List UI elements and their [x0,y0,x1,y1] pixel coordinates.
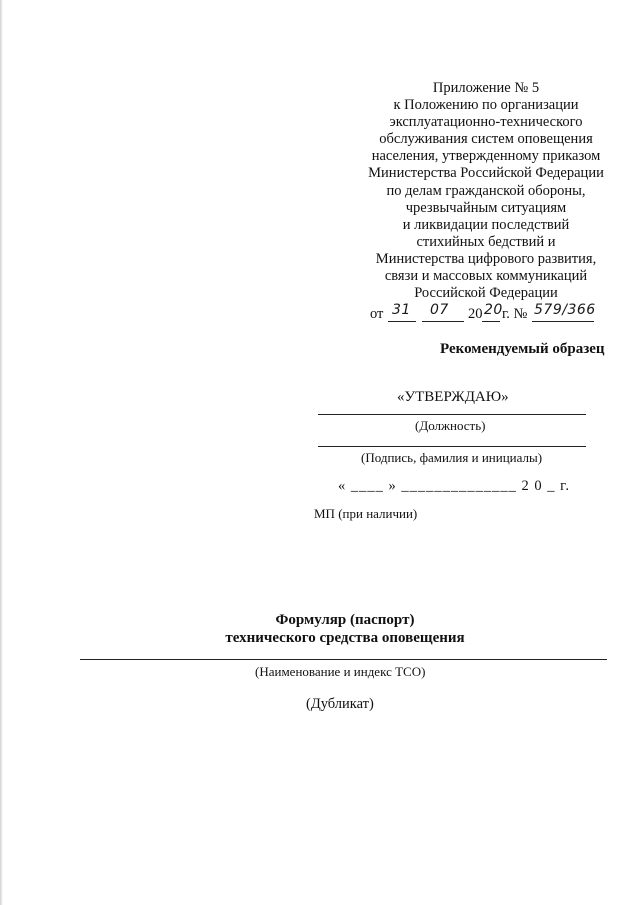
approval-heading: «УТВЕРЖДАЮ» [397,389,509,405]
appendix-line: обслуживания систем оповещения [379,131,593,148]
duplicate-label: (Дубликат) [306,696,374,712]
day-underline [388,321,416,322]
appendix-line: чрезвычайным ситуациям [405,199,567,216]
position-caption: (Должность) [415,418,486,433]
signature-line [318,446,586,447]
form-title-line: технического средства оповещения [225,630,465,646]
recommended-sample-label: Рекомендуемый образец [440,341,605,357]
appendix-line: к Положению по организации [393,97,579,114]
handwritten-year: 20 [484,302,503,318]
handwritten-day: 31 [392,302,411,318]
order-date-row [366,304,606,324]
appendix-line: связи и массовых коммуникаций [384,268,588,285]
appendix-line: населения, утвержденному приказом [371,148,601,165]
position-line [318,414,586,415]
form-title-line: Формуляр (паспорт) [275,612,415,628]
tso-name-caption: (Наименование и индекс ТСО) [255,664,426,679]
stamp-note: МП (при наличии) [314,506,418,521]
appendix-line: Министерства цифрового развития, [375,250,597,267]
appendix-line: и ликвидации последствий [402,216,570,233]
date-prefix: от [370,306,384,322]
tso-name-line [80,659,607,660]
appendix-line: Министерства Российской Федерации [368,165,604,182]
year-label: г. № [502,306,528,322]
form-title [180,611,510,647]
order-number-underline [532,321,594,322]
approval-date-blank: « ____ » ______________ 2 0 _ г. [338,478,571,494]
appendix-line: эксплуатационно-технического [389,114,583,131]
handwritten-month: 07 [430,302,449,318]
appendix-header [330,80,640,302]
appendix-line: Российской Федерации [414,285,558,302]
month-underline [422,321,464,322]
scan-edge-shadow [0,0,3,905]
signature-caption: (Подпись, фамилия и инициалы) [361,450,543,465]
handwritten-order-number: 579/366 [534,302,596,318]
year-underline [482,321,500,322]
year-prefix: 20 [468,306,483,322]
appendix-line: стихийных бедствий и [416,233,556,250]
appendix-line: по делам гражданской обороны, [386,182,586,199]
appendix-line: Приложение № 5 [432,80,540,96]
